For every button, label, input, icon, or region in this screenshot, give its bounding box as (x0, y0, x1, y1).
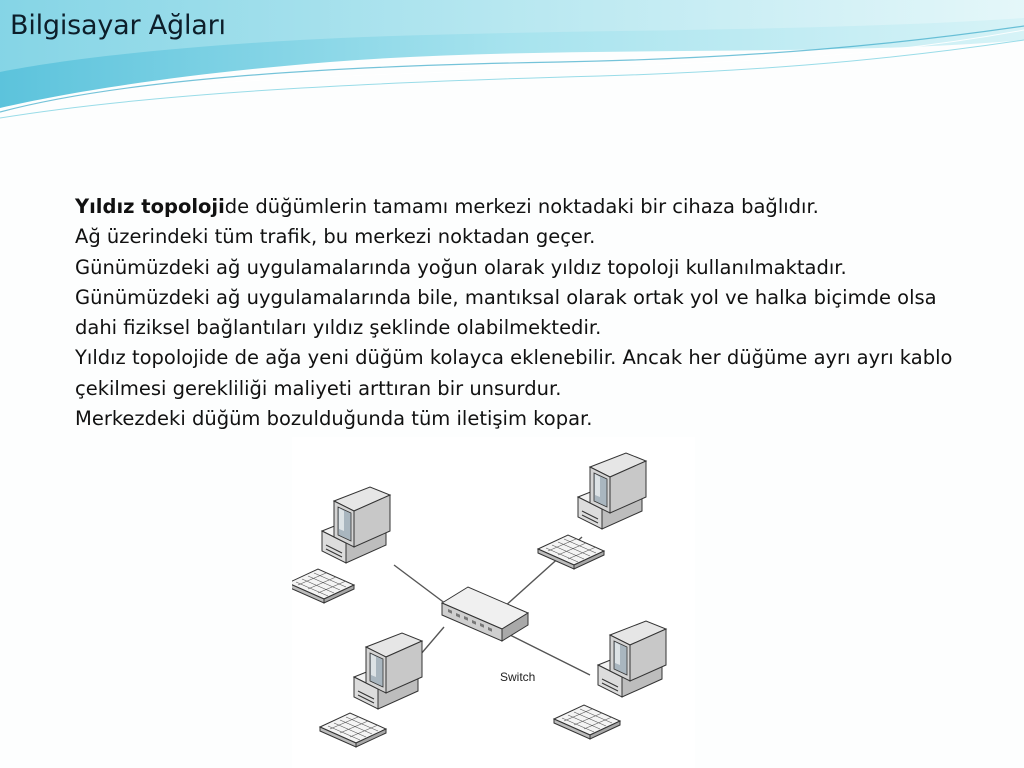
paragraph (75, 253, 965, 283)
slide-title: Bilgisayar Ağları (10, 10, 226, 41)
keyboard-icon (292, 569, 354, 603)
keyboard-icon (538, 535, 604, 569)
paragraph-text: de düğümlerin tamamı merkezi noktadaki bir cihaza bağlıdır. (224, 195, 819, 218)
paragraph (75, 192, 965, 222)
star-topology-diagram (292, 437, 695, 768)
paragraph-text: Günümüzdeki ağ uygulamalarında yoğun olarak yıldız topoloji kullanılmaktadır. (75, 255, 847, 279)
paragraph-text: Günümüzdeki ağ uygulamalarında bile, mantıksal olarak ortak yol ve halka biçimde olsa dahi fiziksel bağlantıları yıldız şeklinde olabilmektedir. (75, 285, 937, 340)
keyboard-icon (320, 713, 386, 747)
paragraph (75, 343, 965, 404)
paragraph (75, 404, 965, 434)
diagram-canvas (292, 437, 695, 768)
paragraph-text: Ağ üzerindeki tüm trafik, bu merkezi noktadan geçer. (75, 225, 596, 249)
computer-icon (578, 453, 646, 529)
keyboard-icon (554, 705, 620, 739)
switch-label: Switch (500, 670, 536, 684)
body-text (75, 192, 965, 434)
paragraph-text: Yıldız topolojide de ağa yeni düğüm kolayca eklenebilir. Ancak her düğüme ayrı ayrı kablo çekilmesi gerekliliği maliyeti arttıran bir unsurdur. (75, 346, 953, 400)
paragraph-bold: Yıldız topoloji (75, 195, 225, 218)
paragraph (75, 222, 965, 252)
paragraph-text: Merkezdeki düğüm bozulduğunda tüm iletişim kopar. (75, 407, 593, 431)
computer-icon (598, 621, 666, 697)
computer-icon (322, 487, 390, 563)
paragraph (75, 283, 965, 344)
switch-icon (442, 587, 528, 641)
computer-icon (354, 633, 422, 709)
